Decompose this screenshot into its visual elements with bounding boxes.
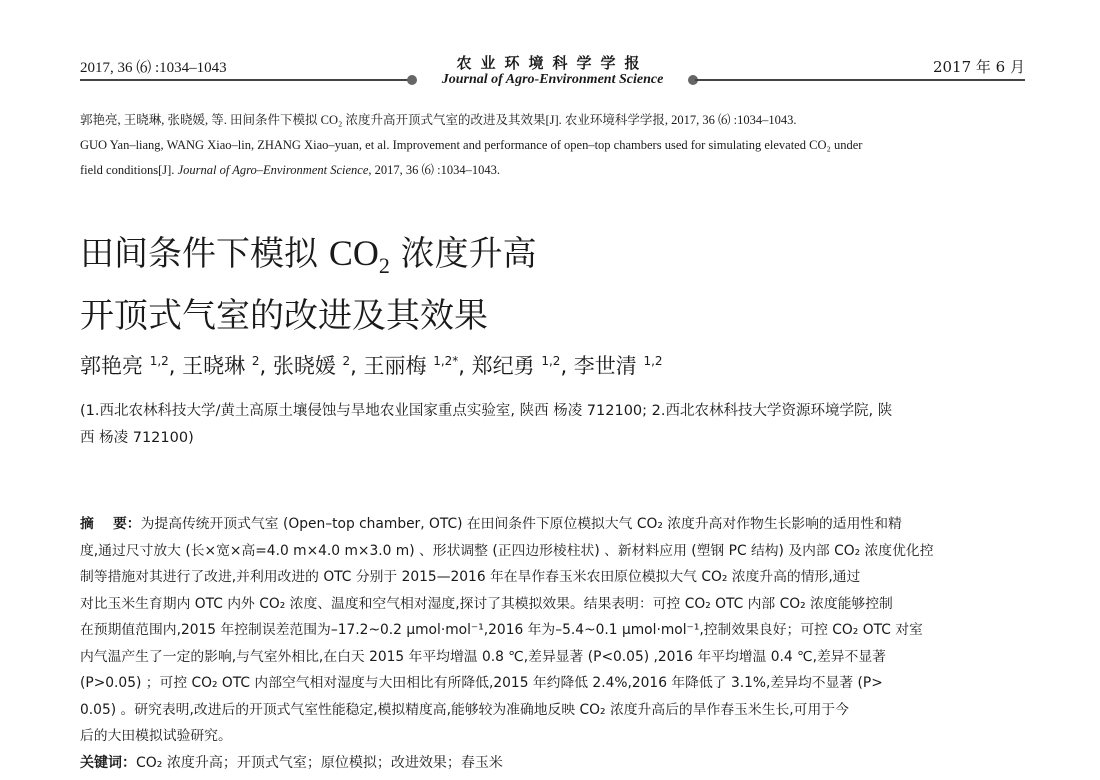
citation-block xyxy=(80,108,1025,183)
citation-en-journal: Journal of Agro–Environment Science xyxy=(177,163,369,177)
abstract-line: (P>0.05) ；可控 CO₂ OTC 内部空气相对湿度与大田相比有所降低,2015 年约降低 2.4%,2016 年降低了 3.1%,差异均不显著 (P> xyxy=(80,675,883,691)
citation-en-line1: GUO Yan–liang, WANG Xiao–lin, ZHANG Xiao–yuan, et al. Improvement and performance of open–top chambers used for simulating elevated CO₂ under xyxy=(80,138,863,152)
author: 郑纪勇 $^{1,2}$, xyxy=(471,354,574,378)
journal-name-cn: 农业环境科学学报 xyxy=(456,54,649,72)
author: 王丽梅 $^{1,2*}$, xyxy=(363,354,472,378)
abstract-line: 度,通过尺寸放大 (长×宽×高=4.0 m×4.0 m×3.0 m) 、形状调整 (正四边形棱柱状) 、新材料应用 (塑钢 PC 结构) 及内部 CO₂ 浓度优化控 xyxy=(80,542,934,559)
abstract-line: 摘 要：为提高传统开顶式气室 (Open–top chamber, OTC) 在田间条件下原位模拟大气 CO₂ 浓度升高对作物生长影响的适用性和精 xyxy=(80,516,902,532)
citation-en-suffix: , 2017, 36 ⑹ :1034–1043. xyxy=(368,163,500,177)
abstract-line: 后的大田模拟试验研究。 xyxy=(80,728,232,744)
affiliations xyxy=(80,398,1025,452)
abstract xyxy=(80,511,1028,750)
keywords xyxy=(80,752,503,772)
author-list xyxy=(80,350,663,380)
issue-info: 2017, 36 ⑹ :1034–1043 xyxy=(80,60,227,76)
author-affiliation-mark: 1,2 xyxy=(541,354,561,368)
citation-cn: 郭艳亮, 王晓琳, 张晓媛, 等. 田间条件下模拟 CO₂ 浓度升高开顶式气室的改进及其效果[J]. 农业环境科学学报, 2017, 36 ⑹ :1034–1043. xyxy=(80,113,797,127)
paper-title xyxy=(80,228,537,341)
author-affiliation-mark: 1,2 xyxy=(643,354,663,368)
author-affiliation-mark: 1,2 xyxy=(149,354,169,368)
abstract-line: 在预期值范围内,2015 年控制误差范围为–17.2~0.2 μmol·mol⁻¹,2016 年为–5.4~0.1 μmol·mol⁻¹,控制效果良好；可控 CO₂ OTC 对室 xyxy=(80,622,923,638)
author: 李世清 $^{1,2}$ xyxy=(573,354,663,378)
abstract-line: 0.05) 。研究表明,改进后的开顶式气室性能稳定,模拟精度高,能够较为准确地反映 CO₂ 浓度升高后的旱作春玉米生长,可用于今 xyxy=(80,701,849,718)
abstract-line: 内气温产生了一定的影响,与气室外相比,在白天 2015 年平均增温 0.8 ℃,差异显著 (P<0.05) ,2016 年平均增温 0.4 ℃,差异不显著 xyxy=(80,648,886,665)
abstract-line: 对比玉米生育期内 OTC 内外 CO₂ 浓度、温度和空气相对湿度,探讨了其模拟效果。结果表明：可控 CO₂ OTC 内部 CO₂ 浓度能够控制 xyxy=(80,595,893,612)
journal-name-en: Journal of Agro-Environment Science xyxy=(441,72,664,87)
abstract-line: 制等措施对其进行了改进,并利用改进的 OTC 分别于 2015—2016 年在旱作春玉米农田原位模拟大气 CO₂ 浓度升高的情形,通过 xyxy=(80,569,861,585)
keywords-label: 关键词： xyxy=(80,755,136,771)
abstract-label: 摘 要： xyxy=(80,516,141,532)
affiliation-line1: (1.西北农林科技大学/黄土高原土壤侵蚀与旱地农业国家重点实验室, 陕西 杨凌 712100; 2.西北农林科技大学资源环境学院, 陕 xyxy=(80,403,893,419)
keywords-text: CO₂ 浓度升高；开顶式气室；原位模拟；改进效果；春玉米 xyxy=(136,755,503,771)
author: 郭艳亮 $^{1,2}$, xyxy=(80,354,183,378)
title-line2: 开顶式气室的改进及其效果 xyxy=(80,296,488,337)
author-affiliation-mark: 2 xyxy=(342,354,351,368)
author: 张晓媛 $^2$, xyxy=(272,354,364,378)
author-affiliation-mark: 1,2* xyxy=(433,354,459,368)
journal-masthead xyxy=(80,54,1025,88)
affiliation-line2: 西 杨凌 712100) xyxy=(80,430,194,446)
citation-en-prefix: field conditions[J]. xyxy=(80,163,178,177)
author-affiliation-mark: 2 xyxy=(251,354,260,368)
publication-date: 2017 年 6 月 xyxy=(932,58,1025,76)
title-line1: 田间条件下模拟 $CO_2$ 浓度升高 xyxy=(80,233,537,279)
running-header xyxy=(80,54,1025,90)
header-rule-right xyxy=(695,79,1025,81)
author: 王晓琳 $^2$, xyxy=(182,354,273,378)
title-co2: $CO_2$ xyxy=(328,233,390,279)
citation-en-line2 xyxy=(80,158,1025,183)
